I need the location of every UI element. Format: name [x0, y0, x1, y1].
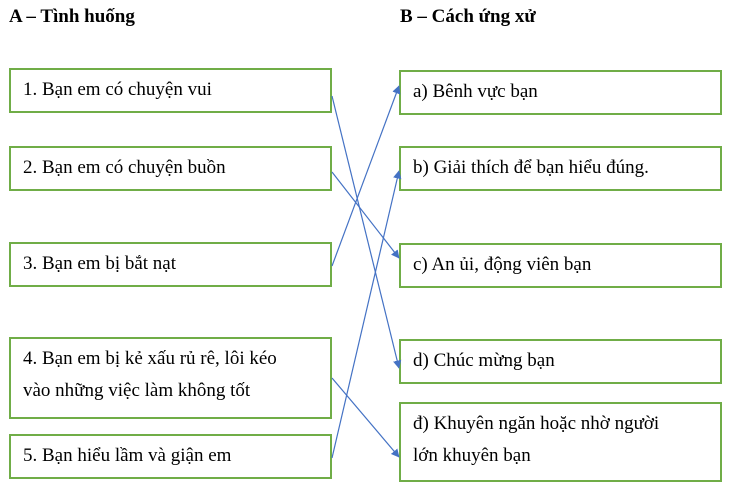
- response-dd-text-line-2: lớn khuyên bạn: [413, 445, 531, 466]
- situation-4-text-line-1: 4. Bạn em bị kẻ xấu rủ rê, lôi kéo: [23, 348, 277, 369]
- situation-1-text: 1. Bạn em có chuyện vui: [23, 79, 212, 100]
- arrow-4-to-dd: [332, 378, 399, 457]
- response-box-c: [399, 243, 722, 288]
- response-d-text: d) Chúc mừng bạn: [413, 350, 555, 371]
- column-a-heading: A – Tình huống: [9, 6, 135, 27]
- arrow-1-to-d: [332, 96, 399, 368]
- column-b-heading: B – Cách ứng xử: [400, 6, 536, 27]
- situation-3-text: 3. Bạn em bị bắt nạt: [23, 253, 177, 274]
- situation-box-3: [9, 242, 332, 287]
- situation-box-2: [9, 146, 332, 191]
- response-c-text: c) An ủi, động viên bạn: [413, 254, 592, 275]
- situation-box-4: [9, 337, 332, 419]
- response-box-b: [399, 146, 722, 191]
- response-box-d: [399, 339, 722, 384]
- response-b-text: b) Giải thích để bạn hiểu đúng.: [413, 157, 649, 178]
- situation-2-text: 2. Bạn em có chuyện buồn: [23, 157, 226, 178]
- situation-5-text: 5. Bạn hiểu lầm và giận em: [23, 445, 232, 466]
- situation-box-5: [9, 434, 332, 479]
- response-box-dd: [399, 402, 722, 482]
- arrow-3-to-a: [332, 86, 399, 266]
- situation-4-text-line-2: vào những việc làm không tốt: [23, 380, 251, 401]
- response-box-a: [399, 70, 722, 115]
- arrow-2-to-c: [332, 172, 399, 258]
- situation-box-1: [9, 68, 332, 113]
- response-a-text: a) Bênh vực bạn: [413, 81, 538, 102]
- arrow-5-to-b: [332, 171, 399, 458]
- response-dd-text-line-1: đ) Khuyên ngăn hoặc nhờ người: [413, 413, 660, 434]
